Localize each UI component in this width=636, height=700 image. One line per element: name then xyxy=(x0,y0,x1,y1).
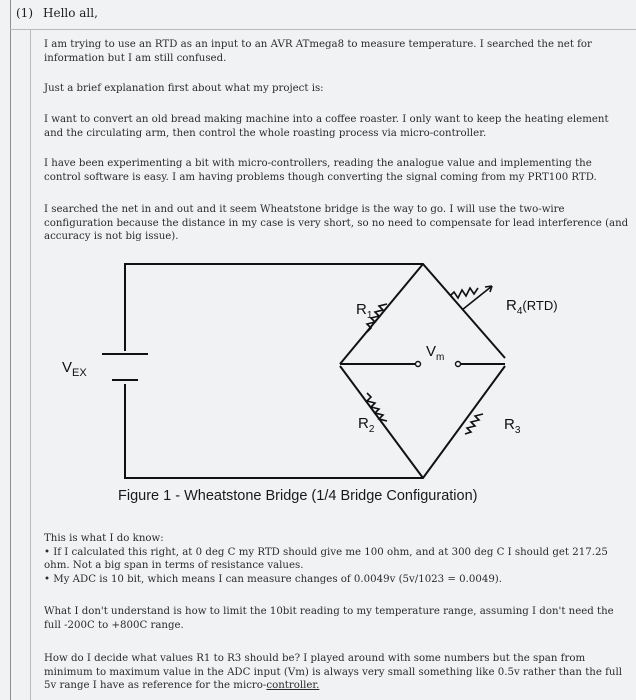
post-heading xyxy=(16,6,98,20)
label-r3: $R_3$ xyxy=(504,416,521,436)
resistor-r4 xyxy=(450,288,478,298)
label-vm: $V_m$ xyxy=(426,343,445,363)
paragraph-question-range: What I don't understand is how to limit the 10bit reading to my temperature range, assuming I don't need the full -200C to +800C range. xyxy=(44,606,614,631)
label-vex: $V_{EX}$ xyxy=(62,359,87,379)
indent-rule xyxy=(30,30,31,700)
paragraph-intro: I am trying to use an RTD as an input to an AVR ATmega8 to measure temperature. I searched the net for information but I am still confused. xyxy=(44,39,592,64)
vm-terminal-left xyxy=(416,362,421,367)
wire-r2-branch xyxy=(340,366,423,478)
controller-link[interactable]: controller. xyxy=(266,680,320,691)
paragraph-experience: I have been experimenting a bit with micro-controllers, reading the analogue value and implementing the control software is easy. I am having problems though converting the signal coming from my PRT100 RTD. xyxy=(44,158,597,183)
known-heading: This is what I do know: xyxy=(44,533,164,544)
wire-bottom xyxy=(125,366,505,478)
bullet-adc: • My ADC is 10 bit, which means I can measure changes of 0.0049v (5v/1023 = 0.0049). xyxy=(44,573,503,585)
wire-top xyxy=(125,264,505,358)
post-number: (1) xyxy=(16,6,33,20)
question-resistors-text: How do I decide what values R1 to R3 should be? I played around with some numbers but the span from minimum to maximum value in the ADC input (Vm) is always very small something like 0.5v rather than the full 5v range I have as reference for the micro- xyxy=(44,653,622,691)
header-rule xyxy=(10,29,636,30)
vm-terminal-right xyxy=(456,362,461,367)
paragraph-research: I searched the net in and out and it seem Wheatstone bridge is the way to go. I will use the two-wire configuration because the distance in my case is very short, so no need to compensate for lead interference (and accuracy is not big issue). xyxy=(44,204,629,242)
paragraph-known xyxy=(44,532,629,586)
bullet-rtd-values: • If I calculated this right, at 0 deg C my RTD should give me 100 ohm, and at 300 deg C I should get 217.25 ohm. Not a big span in terms of resistance values. xyxy=(44,546,608,571)
wire-r1-branch xyxy=(340,264,423,364)
paragraph-project: I want to convert an old bread making machine into a coffee roaster. I only want to keep the heating element and the circulating arm, then control the whole roasting process via micro-controller. xyxy=(44,114,609,139)
paragraph-question-resistors xyxy=(44,652,629,693)
paragraph-brief: Just a brief explanation first about what my project is: xyxy=(44,83,324,94)
margin-rule xyxy=(10,0,11,700)
label-r2: $R_2$ xyxy=(358,415,375,435)
label-r4: $R_4(RTD)$ xyxy=(506,297,558,317)
post-greeting: Hello all, xyxy=(43,6,98,20)
label-r1: $R_1$ xyxy=(356,301,373,321)
wheatstone-bridge-diagram xyxy=(40,256,600,516)
figure-caption: Figure 1 - Wheatstone Bridge (1/4 Bridge Configuration) xyxy=(118,488,478,504)
